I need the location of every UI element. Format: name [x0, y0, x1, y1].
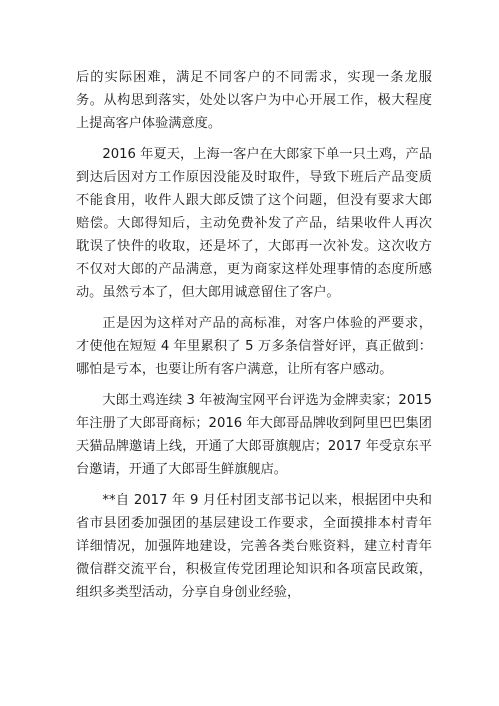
paragraph-high-standards: 正是因为这样对产品的高标准，对客户体验的严要求，才使他在短短 4 年里累积了 5 万多条信誉好评，真正做到：哪怕是亏本，也要让所有客户满意，让所有客户感动。 [76, 316, 432, 377]
document-body [76, 66, 432, 612]
paragraph-achievements: 大郎土鸡连续 3 年被淘宝网平台评选为金牌卖家；2015 年注册了大郎哥商标；2016 年大郎哥品牌收到阿里巴巴集团天猫品牌邀请上线，开通了大郎哥旗舰店；2017 年受京东平台邀请，开通了大郎哥生鲜旗舰店。 [76, 393, 432, 477]
paragraph-youth-league-work: **自 2017 年 9 月任村团支部书记以来，根据团中央和省市县团委加强团的基层建设工作要求，全面摸排本村青年详细情况，加强阵地建设，完善各类台账资料，建立村青年微信群交流平台，积极宣传党团理论知识和各项富民政策，组织多类型活动，分享自身创业经验， [76, 493, 432, 600]
paragraph-customer-story: 2016 年夏天，上海一客户在大郎家下单一只土鸡，产品到达后因对方工作原因没能及时取件，导致下班后产品变质不能食用，收件人跟大郎反馈了这个问题，但没有要求大郎赔偿。大郎得知后，主动免费补发了产品，结果收件人再次耽误了快件的收取，还是坏了，大郎再一次补发。这次收方不仅对大郎的产品满意，更为商家这样处理事情的态度所感动。虽然亏本了，但大郎用诚意留住了客户。 [76, 147, 432, 300]
paragraph-continuation: 后的实际困难，满足不同客户的不同需求，实现一条龙服务。从构思到落实，处处以客户为中心开展工作，极大程度上提高客户体验满意度。 [76, 70, 432, 131]
